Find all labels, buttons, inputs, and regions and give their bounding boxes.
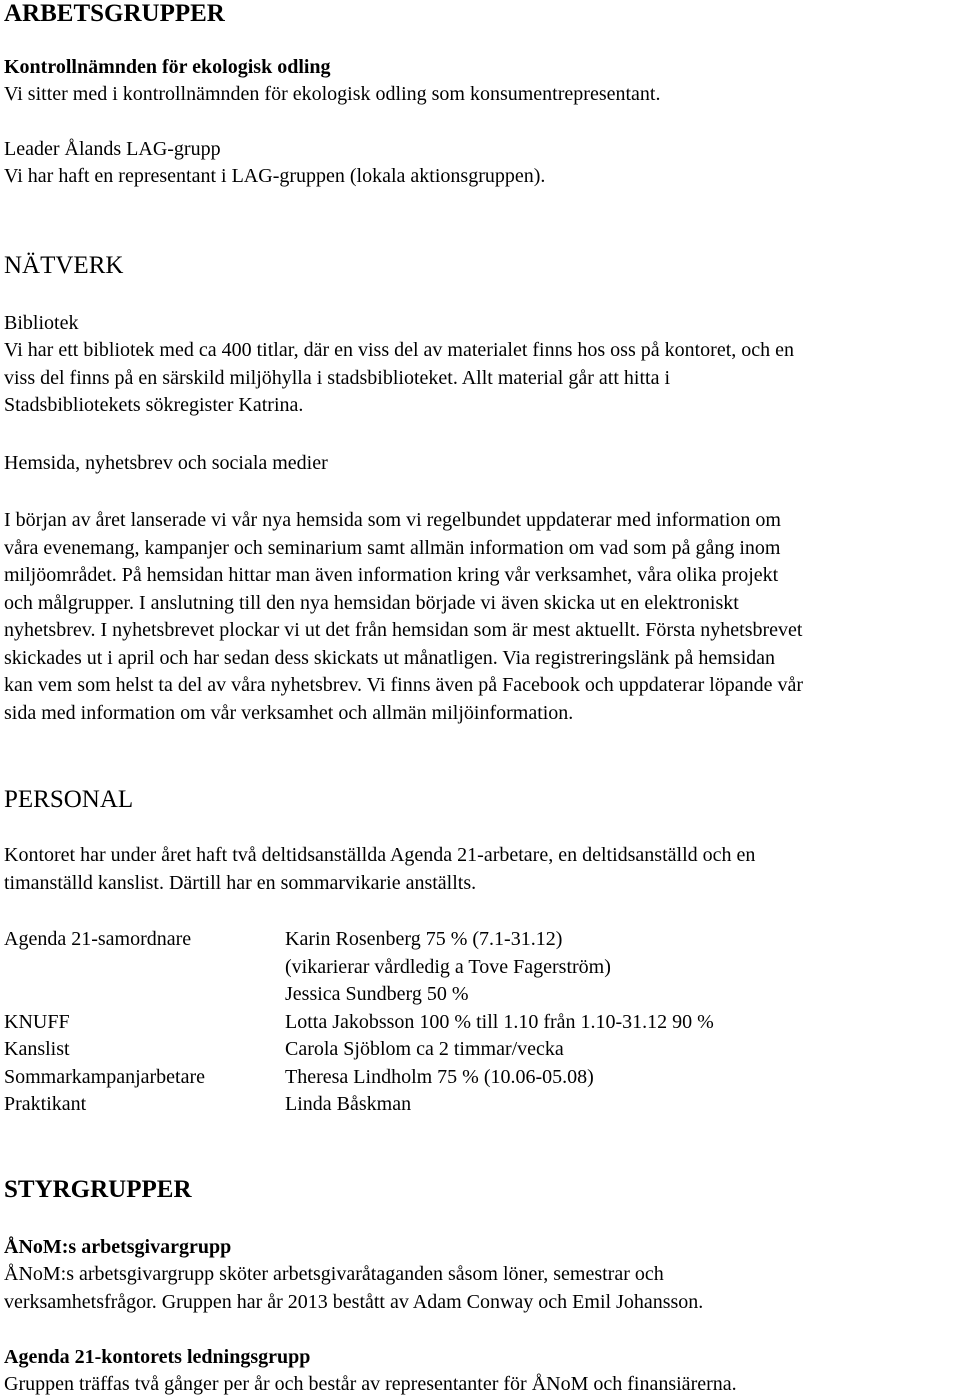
text-line: Stadsbibliotekets sökregister Katrina.: [4, 394, 304, 416]
text-line: verksamhetsfrågor. Gruppen har år 2013 bestått av Adam Conway och Emil Johansson.: [4, 1290, 704, 1313]
staff-role: KNUFF: [4, 1010, 70, 1033]
text-line: Kontoret har under året haft två deltidsanställda Agenda 21-arbetare, en deltidsanställd och en: [4, 844, 756, 866]
staff-name: Lotta Jakobsson 100 % till 1.10 från 1.10-31.12 90 %: [285, 1010, 714, 1033]
section-heading-styrgrupper: STYRGRUPPER: [4, 1176, 192, 1203]
section-heading-natverk: NÄTVERK: [4, 252, 124, 279]
staff-role: Praktikant: [4, 1093, 87, 1115]
staff-name: Carola Sjöblom ca 2 timmar/vecka: [285, 1038, 564, 1060]
text-line: kan vem som helst ta del av våra nyhetsbrev. Vi finns även på Facebook och uppdaterar löpande vår: [4, 674, 804, 696]
item-kontrollnamnden: [4, 54, 660, 109]
staff-row: [4, 1009, 954, 1037]
item-ledningsgrupp: [4, 1344, 737, 1399]
staff-row: [4, 981, 954, 1009]
staff-row: [4, 926, 954, 954]
staff-row: [4, 954, 954, 982]
staff-name: (vikarierar vårdledig a Tove Fagerström): [285, 955, 611, 978]
item-title: ÅNoM:s arbetsgivargrupp: [4, 1236, 232, 1258]
text-line: timanställd kanslist. Därtill har en sommarvikarie anställts.: [4, 871, 477, 894]
item-bibliotek: [4, 310, 794, 420]
item-title: Kontrollnämnden för ekologisk odling: [4, 56, 331, 78]
item-arbetsgivargrupp: [4, 1234, 703, 1316]
personal-paragraph: [4, 842, 755, 897]
text-line: viss del finns på en särskild miljöhylla i stadsbiblioteket. Allt material går att hitta i: [4, 366, 670, 389]
text-line: miljöområdet. På hemsidan hittar man även information kring vår verksamhet, våra olika projekt: [4, 564, 779, 586]
section-heading-personal: PERSONAL: [4, 786, 134, 813]
text-line: och målgrupper. I anslutning till den nya hemsidan började vi även skicka ut en elektroniskt: [4, 591, 739, 614]
hemsida-paragraph: [4, 507, 803, 727]
staff-role: [4, 954, 285, 982]
item-text: Vi sitter med i kontrollnämnden för ekologisk odling som konsumentrepresentant.: [4, 83, 661, 105]
text-line: I början av året lanserade vi vår nya hemsida som vi regelbundet uppdaterar med information om: [4, 509, 781, 531]
staff-row: [4, 1064, 954, 1092]
text-line: sida med information om vår verksamhet och allmän miljöinformation.: [4, 701, 574, 724]
text-line: Gruppen träffas två gånger per år och består av representanter för ÅNoM och finansiärerna.: [4, 1373, 737, 1395]
item-hemsida: [4, 450, 328, 477]
section-heading-arbetsgrupper: ARBETSGRUPPER: [4, 0, 225, 27]
staff-name: Linda Båskman: [285, 1093, 412, 1115]
item-title: Agenda 21-kontorets ledningsgrupp: [4, 1346, 311, 1368]
text-line: nyhetsbrev. I nyhetsbrevet plockar vi ut det från hemsidan som är mest aktuellt. Första nyhetsbrevet: [4, 619, 803, 641]
staff-role: Sommarkampanjarbetare: [4, 1065, 206, 1088]
staff-name: Theresa Lindholm 75 % (10.06-05.08): [285, 1065, 594, 1088]
text-line: våra evenemang, kampanjer och seminarium samt allmän information om vad som på gång inom: [4, 536, 781, 559]
staff-list: [4, 926, 954, 1119]
item-title: Leader Ålands LAG-grupp: [4, 138, 221, 160]
text-line: ÅNoM:s arbetsgivargrupp sköter arbetsgivaråtaganden såsom löner, semestrar och: [4, 1263, 664, 1285]
staff-row: [4, 1091, 954, 1119]
item-title: Bibliotek: [4, 312, 79, 334]
item-leader-lag: [4, 136, 545, 191]
staff-role: Kanslist: [4, 1038, 70, 1060]
staff-role: [4, 981, 285, 1009]
text-line: Vi har ett bibliotek med ca 400 titlar, där en viss del av materialet finns hos oss på kontoret, och en: [4, 339, 795, 361]
staff-row: [4, 1036, 954, 1064]
item-text: Vi har haft en representant i LAG-gruppen (lokala aktionsgruppen).: [4, 165, 546, 187]
staff-role: Agenda 21-samordnare: [4, 928, 192, 950]
staff-name: Jessica Sundberg 50 %: [285, 983, 469, 1005]
text-line: skickades ut i april och har sedan dess skickats ut månatligen. Via registreringslänk på hemsidan: [4, 646, 776, 669]
staff-name: Karin Rosenberg 75 % (7.1-31.12): [285, 928, 563, 950]
item-title: Hemsida, nyhetsbrev och sociala medier: [4, 452, 328, 474]
